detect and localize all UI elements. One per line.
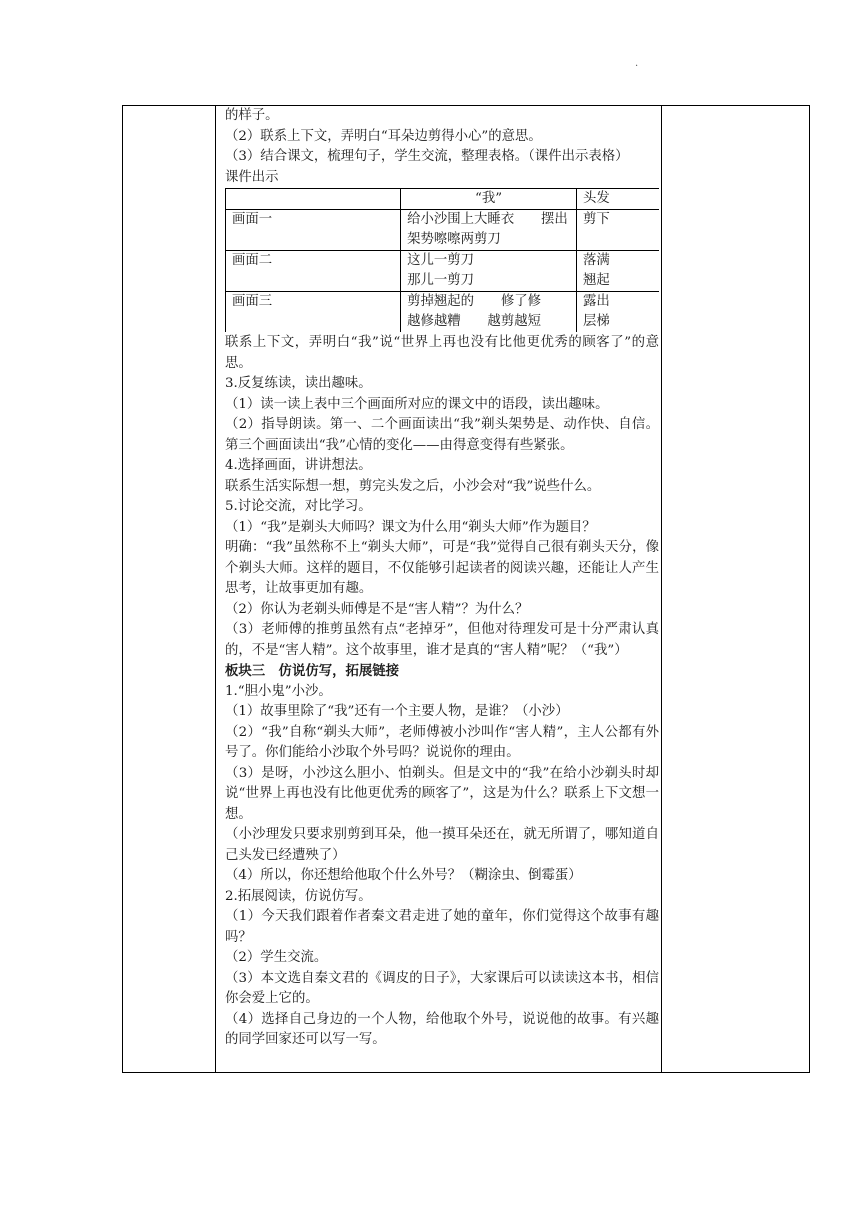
table-row (226, 210, 660, 251)
text-line: 联系生活实际想一想，剪完头发之后，小沙会对“我”说些什么。 (225, 478, 601, 494)
text-line: （1）“我”是剃头大师吗？课文为什么用“剃头大师”作为题目？ (225, 519, 596, 535)
table-cell: 画面三 (226, 292, 401, 333)
text-line: （小沙理发只要求别剪到耳朵，他一摸耳朵还在，就无所谓了，哪知道自己头发已经遭殃了） (225, 827, 659, 863)
lesson-plan-table (122, 105, 810, 1073)
text-line: （2）“我”自称“剃头大师”，老师傅被小沙叫作“害人精”，主人公都有外号了。你们能给小沙取个外号吗？说说你的理由。 (225, 724, 659, 760)
table-cell: 剪下 (577, 210, 659, 251)
text-line: 的样子。 (225, 108, 279, 123)
text-line: （1）读一读上表中三个画面所对应的课文中的语段，读出趣味。 (225, 396, 609, 412)
text-line: （3）本文选自秦文君的《调皮的日子》，大家课后可以读读这本书，相信你会爱上它的。 (225, 970, 659, 1006)
table-row (226, 251, 660, 292)
table-cell: 画面二 (226, 251, 401, 292)
table-header-cell (226, 189, 401, 210)
section-heading: 板块三 仿说仿写，拓展链接 (225, 663, 400, 679)
text-line: 3.反复练读，读出趣味。 (225, 376, 372, 391)
table-cell: 露出 层梯 (577, 292, 659, 333)
column-divider-right (661, 106, 662, 1072)
text-line: 1.“胆小鬼”小沙。 (225, 683, 332, 699)
text-line: （2）你认为老剃头师傅是不是“害人精”？为什么？ (225, 601, 529, 617)
text-line: （4）所以，你还想给他取个什么外号？（糊涂虫、倒霉蛋） (225, 868, 582, 883)
text-line: （2）联系上下文，弄明白“耳朵边剪得小心”的意思。 (225, 128, 542, 144)
text-line: （3）结合课文，梳理句子，学生交流，整理表格。（课件出示表格） (225, 149, 629, 164)
lesson-content-cell (225, 106, 659, 1072)
table-header-cell: “我” (401, 189, 577, 210)
text-line: （2）学生交流。 (225, 950, 328, 965)
text-line: （2）指导朗读。第一、二个画面读出“我”剃头架势是、动作快、自信。第三个画面读出“我”心情的变化——由得意变得有些紧张。 (225, 417, 659, 453)
table-cell: 这儿一剪刀 那儿一剪刀 (401, 251, 577, 292)
text-line: 联系上下文，弄明白“我”说“世界上再也没有比他更优秀的顾客了”的意思。 (225, 335, 659, 371)
text-line: （3）老师傅的推剪虽然有点“老掉牙”，但他对待理发可是十分严肃认真的，不是“害人精”。这个故事里，谁才是真的“害人精”呢？（“我”） (225, 622, 659, 658)
lesson-body (225, 333, 659, 1051)
text-line: （3）是呀，小沙这么胆小、怕剃头。但是文中的“我”在给小沙剃头时却说“世界上再也没有比他更优秀的顾客了”，这是为什么？联系上下文想一想。 (225, 765, 659, 822)
table-header-row (226, 189, 660, 210)
text-line: （1）今天我们跟着作者秦文君走进了她的童年，你们觉得这个故事有趣吗？ (225, 909, 659, 945)
column-divider-left (215, 106, 216, 1072)
page-mark: . (635, 58, 639, 69)
text-line: 明确：“我”虽然称不上“剃头大师”，可是“我”觉得自己很有剃头天分，像个剃头大师。这样的题目，不仅能够引起读者的阅读兴趣，还能让人产生思考，让故事更加有趣。 (225, 540, 659, 596)
table-cell: 给小沙围上大睡衣 摆出架势嚓嚓两剪刀 (401, 210, 577, 251)
text-line: （4）选择自己身边的一个人物，给他取个外号，说说他的故事。有兴趣的同学回家还可以写一写。 (225, 1011, 659, 1047)
text-line: 2.拓展阅读，仿说仿写。 (225, 888, 372, 904)
text-line: 课件出示 (225, 169, 279, 185)
text-line: 5.讨论交流，对比学习。 (225, 499, 372, 514)
table-cell: 落满 翘起 (577, 251, 659, 292)
text-line: （1）故事里除了“我”还有一个主要人物，是谁？（小沙） (225, 704, 569, 719)
table-row (226, 292, 660, 333)
table-cell: 剪掉翘起的 修了修 越修越糟 越剪越短 (401, 292, 577, 333)
table-cell: 画面一 (226, 210, 401, 251)
table-header-cell: 头发 (577, 189, 659, 210)
courseware-table-wrap (225, 188, 659, 332)
courseware-table (225, 188, 659, 332)
text-line: 4.选择画面，讲讲想法。 (225, 458, 372, 473)
